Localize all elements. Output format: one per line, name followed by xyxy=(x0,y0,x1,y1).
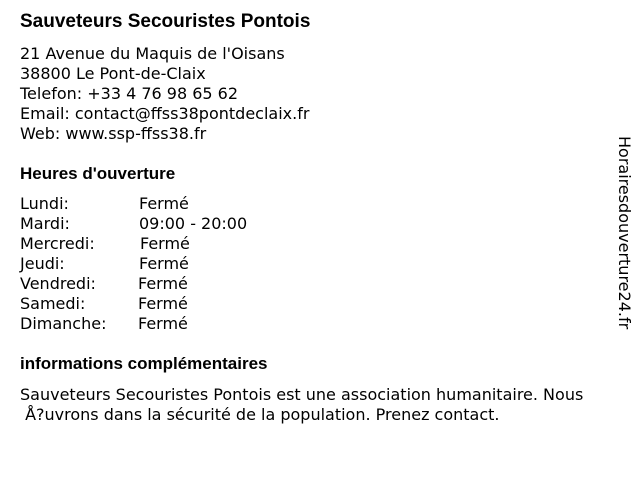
hours-value: Fermé xyxy=(139,254,189,273)
phone-line: Telefon: +33 4 76 98 65 62 xyxy=(20,84,239,103)
day-label: Mercredi: xyxy=(20,234,95,253)
hours-value: 09:00 - 20:00 xyxy=(139,214,248,233)
day-label: Lundi: xyxy=(20,194,69,213)
address-line-2: 38800 Le Pont-de-Claix xyxy=(20,64,206,83)
description-line-2: Å?uvrons dans la sécurité de la population. Prenez contact. xyxy=(20,405,500,424)
additional-info-heading: informations complémentaires xyxy=(20,354,268,373)
day-label: Vendredi: xyxy=(20,274,96,293)
hours-value: Fermé xyxy=(139,194,189,213)
contact-block xyxy=(20,44,309,144)
hours-value: Fermé xyxy=(140,234,190,253)
business-description xyxy=(20,385,632,425)
email-line: Email: contact@ffss38pontdeclaix.fr xyxy=(20,104,310,123)
opening-hours-heading: Heures d'ouverture xyxy=(20,164,176,183)
hours-value: Fermé xyxy=(138,274,188,293)
day-label: Dimanche: xyxy=(20,314,107,333)
web-line: Web: www.ssp-ffss38.fr xyxy=(20,124,207,143)
hours-value: Fermé xyxy=(138,294,188,313)
address-line-1: 21 Avenue du Maquis de l'Oisans xyxy=(20,44,285,63)
site-watermark: Horairesdouverture24.fr xyxy=(615,136,634,330)
hours-value: Fermé xyxy=(138,314,188,333)
day-label: Samedi: xyxy=(20,294,86,313)
day-label: Mardi: xyxy=(20,214,70,233)
description-line-1: Sauveteurs Secouristes Pontois est une association humanitaire. Nous xyxy=(20,385,584,404)
business-name: Sauveteurs Secouristes Pontois xyxy=(20,11,311,32)
day-label: Jeudi: xyxy=(20,254,65,273)
